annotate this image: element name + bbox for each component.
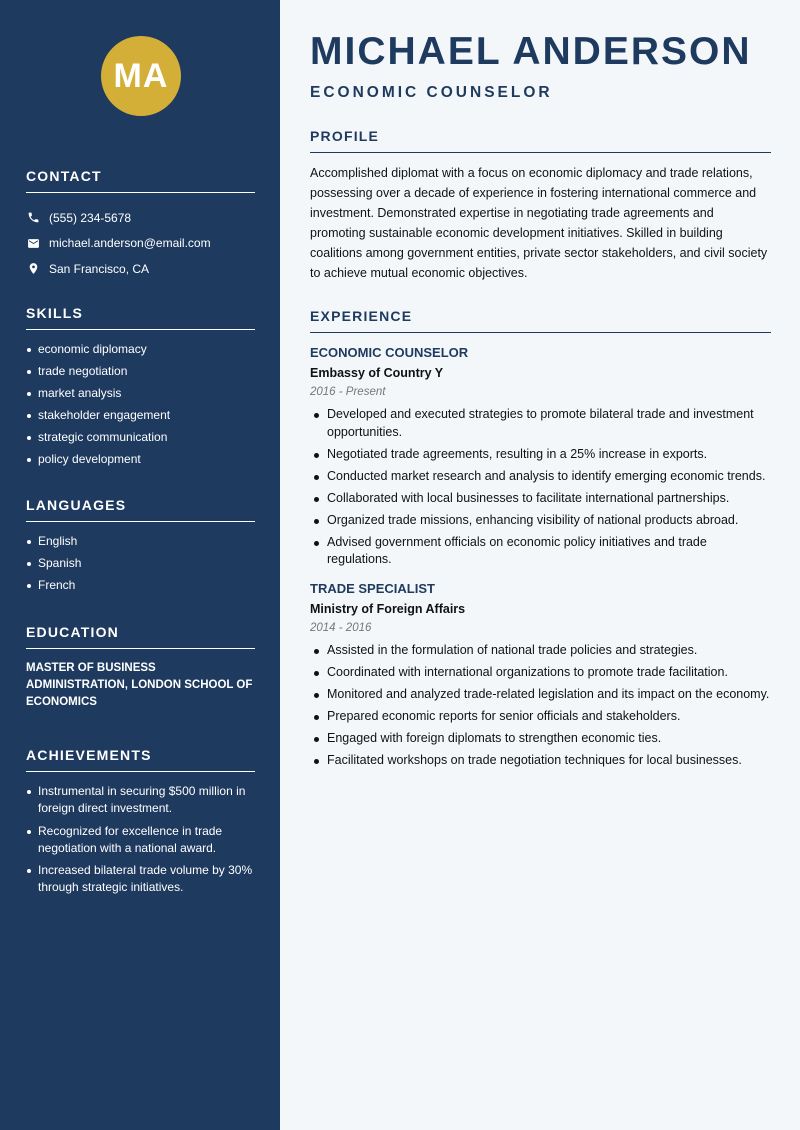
sidebar (0, 0, 280, 1130)
profile-heading: PROFILE (310, 128, 771, 153)
list-item: Conducted market research and analysis to identify emerging economic trends. (310, 468, 771, 486)
experience-section (310, 308, 771, 774)
list-item: Collaborated with local businesses to facilitate international partnerships. (310, 490, 771, 508)
avatar-initials: MA (113, 56, 169, 95)
profile-section (310, 128, 771, 283)
education-degree: MASTER OF BUSINESS ADMINISTRATION, LONDON SCHOOL OF ECONOMICS (26, 662, 253, 708)
contact-email (26, 231, 255, 257)
job-dates: 2014 - 2016 (310, 621, 372, 634)
job-bullets (310, 642, 771, 770)
list-item: Engaged with foreign diplomats to strengthen economic ties. (310, 730, 771, 748)
list-item: Prepared economic reports for senior officials and stakeholders. (310, 708, 771, 726)
email-text: michael.anderson@email.com (49, 236, 211, 251)
languages-heading: LANGUAGES (26, 497, 255, 522)
avatar (101, 36, 181, 116)
list-item: Advised government officials on economic policy initiatives and trade regulations. (310, 534, 771, 569)
contact-section (26, 168, 255, 282)
candidate-role: ECONOMIC COUNSELOR (310, 84, 553, 101)
achievements-section (26, 747, 255, 902)
education-heading: EDUCATION (26, 624, 255, 649)
list-item: policy development (26, 451, 255, 468)
list-item: Spanish (26, 555, 255, 572)
phone-text: (555) 234-5678 (49, 210, 132, 225)
achievements-list (26, 783, 255, 896)
list-item: trade negotiation (26, 363, 255, 380)
skills-heading: SKILLS (26, 305, 255, 330)
email-icon (26, 236, 40, 250)
contact-heading: CONTACT (26, 168, 255, 193)
languages-section (26, 497, 255, 599)
list-item: Negotiated trade agreements, resulting in a 25% increase in exports. (310, 446, 771, 464)
list-item: Recognized for excellence in trade negotiation with a national award. (26, 823, 255, 857)
skills-list (26, 341, 255, 468)
list-item: economic diplomacy (26, 341, 255, 358)
contact-phone (26, 205, 255, 231)
job-dates: 2016 - Present (310, 386, 386, 398)
list-item: French (26, 577, 255, 594)
list-item: Instrumental in securing $500 million in foreign direct investment. (26, 783, 255, 817)
profile-text: Accomplished diplomat with a focus on economic diplomacy and trade relations, possessing over a decade of experience in fostering international commerce and investment. Demonstrated expertise in negotiating trade agreements and promoting sustainable economic development initiatives. Skilled in building coalitions among government entities, private sector stakeholders, and civil society to achieve mutual economic objectives. (310, 166, 768, 280)
list-item: English (26, 533, 255, 550)
list-item: market analysis (26, 385, 255, 402)
list-item: strategic communication (26, 429, 255, 446)
list-item: Coordinated with international organizations to promote trade facilitation. (310, 664, 771, 682)
languages-list (26, 533, 255, 594)
job-entry (310, 345, 771, 569)
phone-icon (26, 211, 40, 225)
experience-heading: EXPERIENCE (310, 308, 771, 333)
list-item: Monitored and analyzed trade-related legislation and its impact on the economy. (310, 686, 771, 704)
contact-location (26, 256, 255, 282)
job-entry (310, 581, 771, 770)
list-item: Facilitated workshops on trade negotiation techniques for local businesses. (310, 752, 771, 770)
achievements-heading: ACHIEVEMENTS (26, 747, 255, 772)
list-item: Organized trade missions, enhancing visibility of national products abroad. (310, 512, 771, 530)
job-title: ECONOMIC COUNSELOR (310, 345, 469, 360)
job-bullets (310, 406, 771, 569)
list-item: Increased bilateral trade volume by 30% through strategic initiatives. (26, 862, 255, 896)
list-item: Developed and executed strategies to promote bilateral trade and investment opportunities. (310, 406, 771, 441)
list-item: stakeholder engagement (26, 407, 255, 424)
job-title: TRADE SPECIALIST (310, 580, 435, 596)
job-organization: Embassy of Country Y (310, 366, 444, 380)
list-item: Assisted in the formulation of national trade policies and strategies. (310, 642, 771, 660)
skills-section (26, 305, 255, 473)
location-text: San Francisco, CA (49, 261, 150, 276)
job-organization: Ministry of Foreign Affairs (310, 601, 466, 616)
location-pin-icon (26, 262, 40, 276)
education-section (26, 624, 255, 711)
candidate-name: MICHAEL ANDERSON (310, 30, 752, 73)
